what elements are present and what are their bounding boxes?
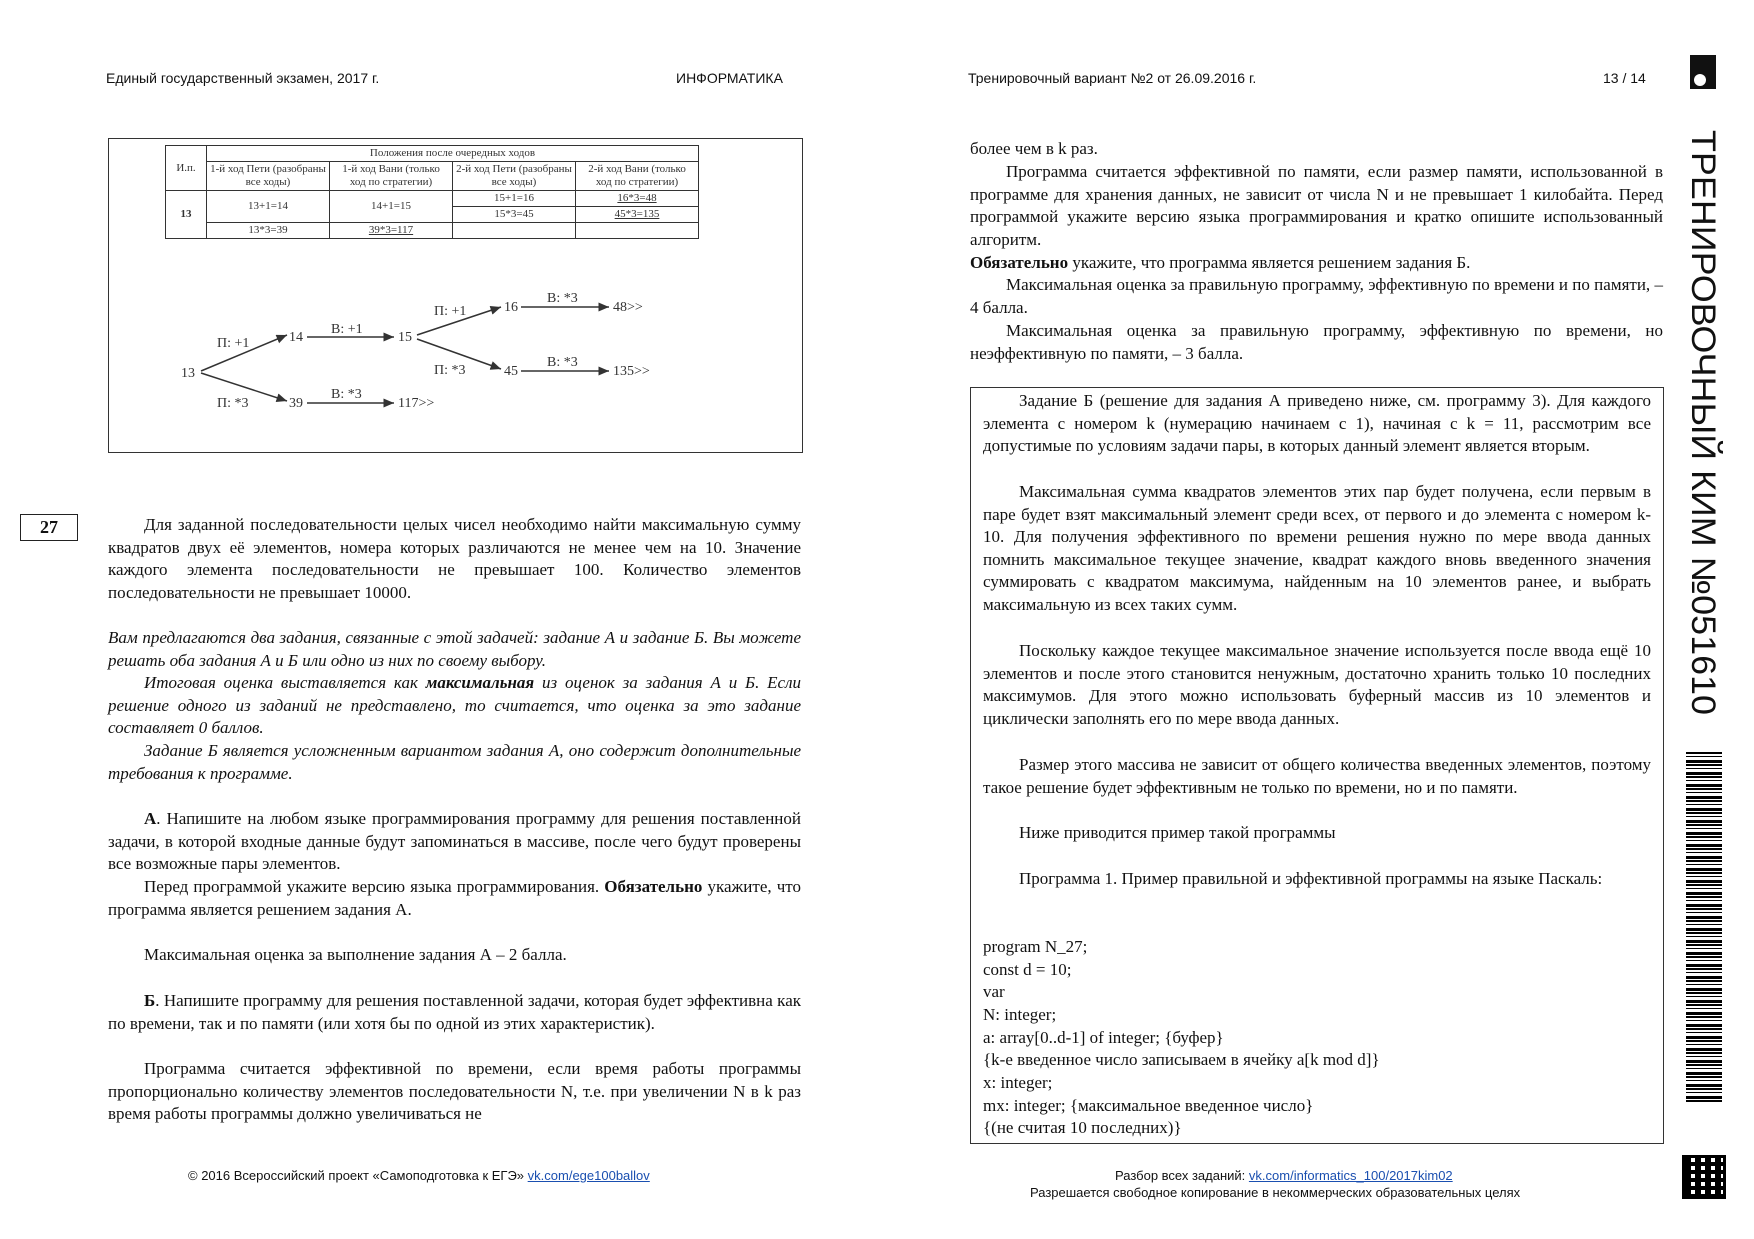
table-cell: 15+1=16 — [453, 191, 576, 207]
instructions-text: Вам предлагаются два задания, связанные с этой задачей: задание А и задание Б. Вы можете решать оба задания А и Б или одно из них по своему выбору. — [108, 628, 801, 670]
footer-left — [188, 1168, 650, 1183]
grading-text: Итоговая оценка выставляется как — [144, 673, 426, 692]
code-line: const d = 10; — [983, 960, 1072, 979]
table-header-cell: И.п. — [166, 146, 207, 191]
solution-paragraph: Поскольку каждое текущее максимальное значение используется после ввода ещё 10 элементов и после этого становится ненужным, достаточно хранить только 10 последних максимумов. Для этого можно использовать буферный массив из 10 элементов и циклически заполнять его по мере ввода данных. — [983, 641, 1651, 728]
code-line: {(не считая 10 последних)} — [983, 1118, 1182, 1137]
page-number: 13 / 14 — [1603, 70, 1646, 86]
header-variant: Тренировочный вариант №2 от 26.09.2016 г. — [968, 70, 1257, 86]
task-b-body: . Напишите программу для решения поставленной задачи, которая будет эффективна как по времени, так и по памяти (или хотя бы по одной из этих характеристик). — [108, 991, 801, 1033]
tree-edge-label: П: +1 — [217, 336, 250, 351]
task-a-body: . Напишите на любом языке программирования программу для решения поставленной задачи, в которой входные данные будут запоминаться в массиве, после чего будут проверены все возможные пары элементов. — [108, 809, 801, 874]
tree-node: 39 — [289, 396, 303, 411]
corner-dot-icon — [1694, 74, 1706, 86]
grading-text: из оценок за задания А и Б. Если решение одного из заданий не представлено, то считается, что оценка за это задание составляет 0 баллов. — [108, 673, 801, 738]
tree-edge-label: П: *3 — [217, 396, 249, 411]
solution-paragraph: Программа 1. Пример правильной и эффективной программы на языке Паскаль: — [1019, 869, 1603, 888]
task-b-max-4: Максимальная оценка за правильную программу, эффективную по времени и по памяти, – 4 балла. — [970, 275, 1663, 317]
game-tree-figure — [108, 138, 803, 453]
tree-edge-label: В: *3 — [331, 387, 362, 402]
tree-edge-label: П: +1 — [434, 304, 467, 319]
game-tree — [109, 139, 802, 452]
code-line: program N_27; — [983, 937, 1088, 956]
table-header-cell: 1-й ход Пети (разобраны все ходы) — [207, 162, 330, 191]
b-note-text: Задание Б является усложненным вариантом задания А, оно содержит дополнительные требования к программе. — [108, 741, 801, 783]
table-header-cell: 2-й ход Вани (только ход по стратегии) — [576, 162, 699, 191]
qr-code-icon — [1682, 1155, 1726, 1199]
table-cell: 14+1=15 — [330, 191, 453, 223]
svg-text:ТРЕНИРОВОЧНЫЙ КИМ №051610: ТРЕНИРОВОЧНЫЙ КИМ №051610 — [1684, 130, 1722, 684]
vertical-title — [1678, 128, 1734, 718]
tree-node: 117>> — [398, 396, 435, 411]
tree-edge-label: В: *3 — [547, 355, 578, 370]
footer-right — [1115, 1168, 1453, 1183]
task-b-max-3: Максимальная оценка за правильную программу, эффективную по времени, но неэффективную по памяти, – 3 балла. — [970, 321, 1663, 363]
footer-link-vk-informatics[interactable]: vk.com/informatics_100/2017kim02 — [1248, 1168, 1453, 1183]
tree-node: 15 — [398, 330, 412, 345]
code-line: mx: integer; {максимальное введенное число} — [983, 1096, 1314, 1115]
table-cell: 13*3=39 — [207, 223, 330, 239]
task-b-mandatory-text: укажите, что программа является решением задания Б. — [1068, 253, 1471, 272]
tree-node: 45 — [504, 364, 518, 379]
table-cell: 16*3=48 — [576, 191, 699, 207]
footer-copyright: © 2016 Всероссийский проект «Самоподготовка к ЕГЭ» — [188, 1168, 528, 1183]
solution-paragraph: Размер этого массива не зависит от общего количества введенных элементов, поэтому такое решение будет эффективным не только по времени, но и по памяти. — [983, 755, 1651, 797]
tree-node: 48>> — [613, 300, 643, 315]
mandatory-bold: Обязательно — [604, 877, 703, 896]
table-cell: 13 — [166, 191, 207, 239]
question-intro: Для заданной последовательности целых чисел необходимо найти максимальную сумму квадратов двух её элементов, номера которых различаются не менее чем на 10. Значение каждого элемента последовательности не превышает 100. Количество элементов последовательности не превышает 10000. — [108, 515, 801, 602]
code-line: a: array[0..d-1] of integer; {буфер} — [983, 1028, 1224, 1047]
tree-edge-label: П: *3 — [434, 363, 466, 378]
grading-bold: максимальная — [425, 673, 535, 692]
tree-node: 135>> — [613, 364, 650, 379]
table-header-cell: 1-й ход Вани (только ход по стратегии) — [330, 162, 453, 191]
table-header-cell: 2-й ход Пети (разобраны все ходы) — [453, 162, 576, 191]
task-a-version-text: укажите, что программа является решением задания А. — [108, 877, 801, 919]
header-exam-title: Единый государственный экзамен, 2017 г. — [106, 70, 380, 86]
task-b-text — [108, 990, 801, 1035]
task-a-text — [108, 808, 801, 876]
task-b-time-cont: более чем в k раз. — [970, 139, 1098, 158]
solution-paragraph: Максимальная сумма квадратов элементов этих пар будет получена, если первым в паре будет взят максимальный элемент среди всех, от первого и до элемента с номером k-10. Для получения эффективного по времени решения нужно по мере ввода данных помнить максимальное текущее значение, квадрат каждого вновь введенного значения суммировать с квадратом максимума, найденным на 10 элементов ранее, и выбрать максимальную из всех таких сумм. — [983, 482, 1651, 614]
code-line: x: integer; — [983, 1073, 1053, 1092]
header-subject: ИНФОРМАТИКА — [676, 70, 783, 86]
mandatory-bold: Обязательно — [970, 253, 1069, 272]
tree-edge-label: В: *3 — [547, 291, 578, 306]
tree-node: 16 — [504, 300, 518, 315]
footer-link-vk-ege[interactable]: vk.com/ege100ballov — [527, 1168, 650, 1183]
task-a-label: А — [144, 809, 157, 828]
solution-paragraph: Ниже приводится пример такой программы — [1019, 823, 1336, 842]
tree-edge-label: В: +1 — [331, 322, 363, 337]
table-group-header: Положения после очередных ходов — [207, 146, 699, 162]
table-cell: 15*3=45 — [453, 207, 576, 223]
barcode-icon — [1686, 752, 1722, 1102]
table-cell: 39*3=117 — [330, 223, 453, 239]
tree-node: 14 — [289, 330, 303, 345]
task-b-time: Программа считается эффективной по времени, если время работы программы пропорционально количеству элементов последовательности N, т.е. при увеличении N в k раз время работы программы должно увеличиваться не — [108, 1059, 801, 1124]
task-a-version — [108, 876, 801, 921]
tree-node: 13 — [181, 366, 195, 381]
task-a-version-text: Перед программой укажите версию языка программирования. — [144, 877, 605, 896]
instructions-grading — [108, 672, 801, 740]
table-cell: 13+1=14 — [207, 191, 330, 223]
footer-copy-notice: Разрешается свободное копирование в некоммерческих образовательных целях — [1030, 1185, 1521, 1200]
task-b-memory: Программа считается эффективной по памяти, если размер памяти, использованной в программе для хранения данных, не зависит от числа N и не превышает 1 килобайта. Перед программой укажите версию языка программирования и кратко опишите использованный алгоритм. — [970, 162, 1663, 249]
solution-paragraph: Задание Б (решение для задания А приведено ниже, см. программу 3). Для каждого элемента с номером k (нумерацию начинаем с 1), начиная с k = 11, рассмотрим все допустимые по условиям задачи пары, в которых данный элемент является вторым. — [983, 391, 1651, 456]
task-b-label: Б — [144, 991, 156, 1010]
footer-analysis-text: Разбор всех заданий: — [1115, 1168, 1249, 1183]
solution-box — [970, 387, 1664, 1144]
task-a-max-score: Максимальная оценка за выполнение задания А – 2 балла. — [144, 945, 567, 964]
instructions-choice — [108, 627, 801, 672]
code-line: {k-е введенное число записываем в ячейку a[k mod d]} — [983, 1050, 1380, 1069]
code-line: N: integer; — [983, 1005, 1057, 1024]
question-number: 27 — [20, 514, 78, 541]
table-cell: 45*3=135 — [576, 207, 699, 223]
code-line: var — [983, 982, 1005, 1001]
instructions-b-note — [108, 740, 801, 785]
task-b-mandatory — [970, 252, 1663, 275]
